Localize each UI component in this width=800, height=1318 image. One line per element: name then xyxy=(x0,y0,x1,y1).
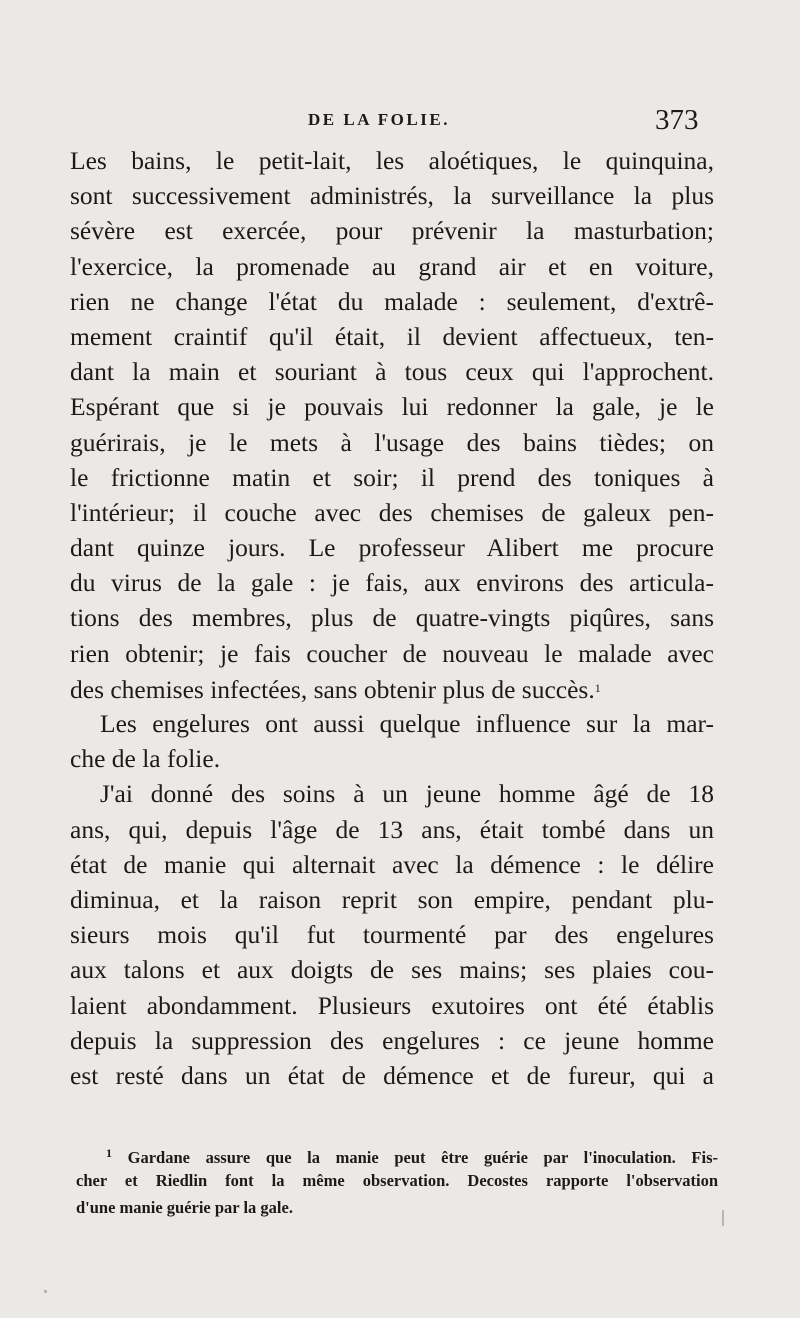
text-line: rien ne change l'état du malade : seulement, d'extrê- xyxy=(70,286,714,316)
text-line-with-footnote-ref xyxy=(70,671,714,706)
text-line: laient abondamment. Plusieurs exutoires ont été établis xyxy=(70,990,714,1020)
text-line: depuis la suppression des engelures : ce jeune homme xyxy=(70,1025,714,1055)
footnote-line-content: Gardane assure que la manie peut être guérie par l'inoculation. Fis- xyxy=(127,1148,718,1167)
footnote-reference: 1 xyxy=(594,680,601,695)
text-line: mement craintif qu'il était, il devient affectueux, ten- xyxy=(70,321,714,351)
page-header xyxy=(0,104,800,144)
text-line: l'intérieur; il couche avec des chemises de galeux pen- xyxy=(70,497,714,527)
paper-speck xyxy=(722,1210,724,1226)
text-line: tions des membres, plus de quatre-vingts piqûres, sans xyxy=(70,603,714,633)
footnote-line xyxy=(76,1140,718,1167)
text-line: che de la folie. xyxy=(70,744,221,774)
text-line: Les bains, le petit-lait, les aloétiques, le quinquina, xyxy=(70,146,714,175)
text-line: rien obtenir; je fais coucher de nouveau le malade avec xyxy=(70,638,714,668)
text-line: sévère est exercée, pour prévenir la masturbation; xyxy=(70,216,714,246)
text-line: est resté dans un état de démence et de fureur, qui a xyxy=(70,1060,714,1090)
paragraph-first-line: J'ai donné des soins à un jeune homme âgé de 18 xyxy=(100,779,714,809)
paper-speck xyxy=(44,1290,47,1293)
text-line: diminua, et la raison reprit son empire, pendant plu- xyxy=(70,884,714,914)
footnote-line: d'une manie guérie par la gale. xyxy=(76,1198,293,1217)
body-text xyxy=(70,143,714,1093)
text-line: sieurs mois qu'il fut tourmenté par des engelures xyxy=(70,920,714,950)
text-line: dant la main et souriant à tous ceux qui l'approchent. xyxy=(70,357,714,387)
running-title: DE LA FOLIE. xyxy=(308,110,450,129)
text-line: l'exercice, la promenade au grand air et en voiture, xyxy=(70,251,714,281)
page-number: 373 xyxy=(655,104,699,136)
footnote xyxy=(76,1140,718,1221)
text-line: dant quinze jours. Le professeur Alibert me procure xyxy=(70,533,714,563)
text-line: sont successivement administrés, la surveillance la plus xyxy=(70,181,714,211)
paragraph-first-line: Les engelures ont aussi quelque influence sur la mar- xyxy=(100,709,714,738)
text-line: aux talons et aux doigts de ses mains; ses plaies cou- xyxy=(70,955,714,985)
footnote-marker: 1 xyxy=(106,1146,112,1160)
footnote-line: cher et Riedlin font la même observation. Decostes rapporte l'observation xyxy=(76,1171,718,1190)
text-line: du virus de la gale : je fais, aux environs des articula- xyxy=(70,568,714,598)
text-line: état de manie qui alternait avec la démence : le délire xyxy=(70,849,714,879)
text-line-content: des chemises infectées, sans obtenir plus de succès. xyxy=(70,674,595,704)
text-line: ans, qui, depuis l'âge de 13 ans, était tombé dans un xyxy=(70,814,714,844)
text-line: guérirais, je le mets à l'usage des bains tièdes; on xyxy=(70,427,714,457)
text-line: le frictionne matin et soir; il prend des toniques à xyxy=(70,462,714,492)
text-line: Espérant que si je pouvais lui redonner la gale, je le xyxy=(70,392,714,422)
